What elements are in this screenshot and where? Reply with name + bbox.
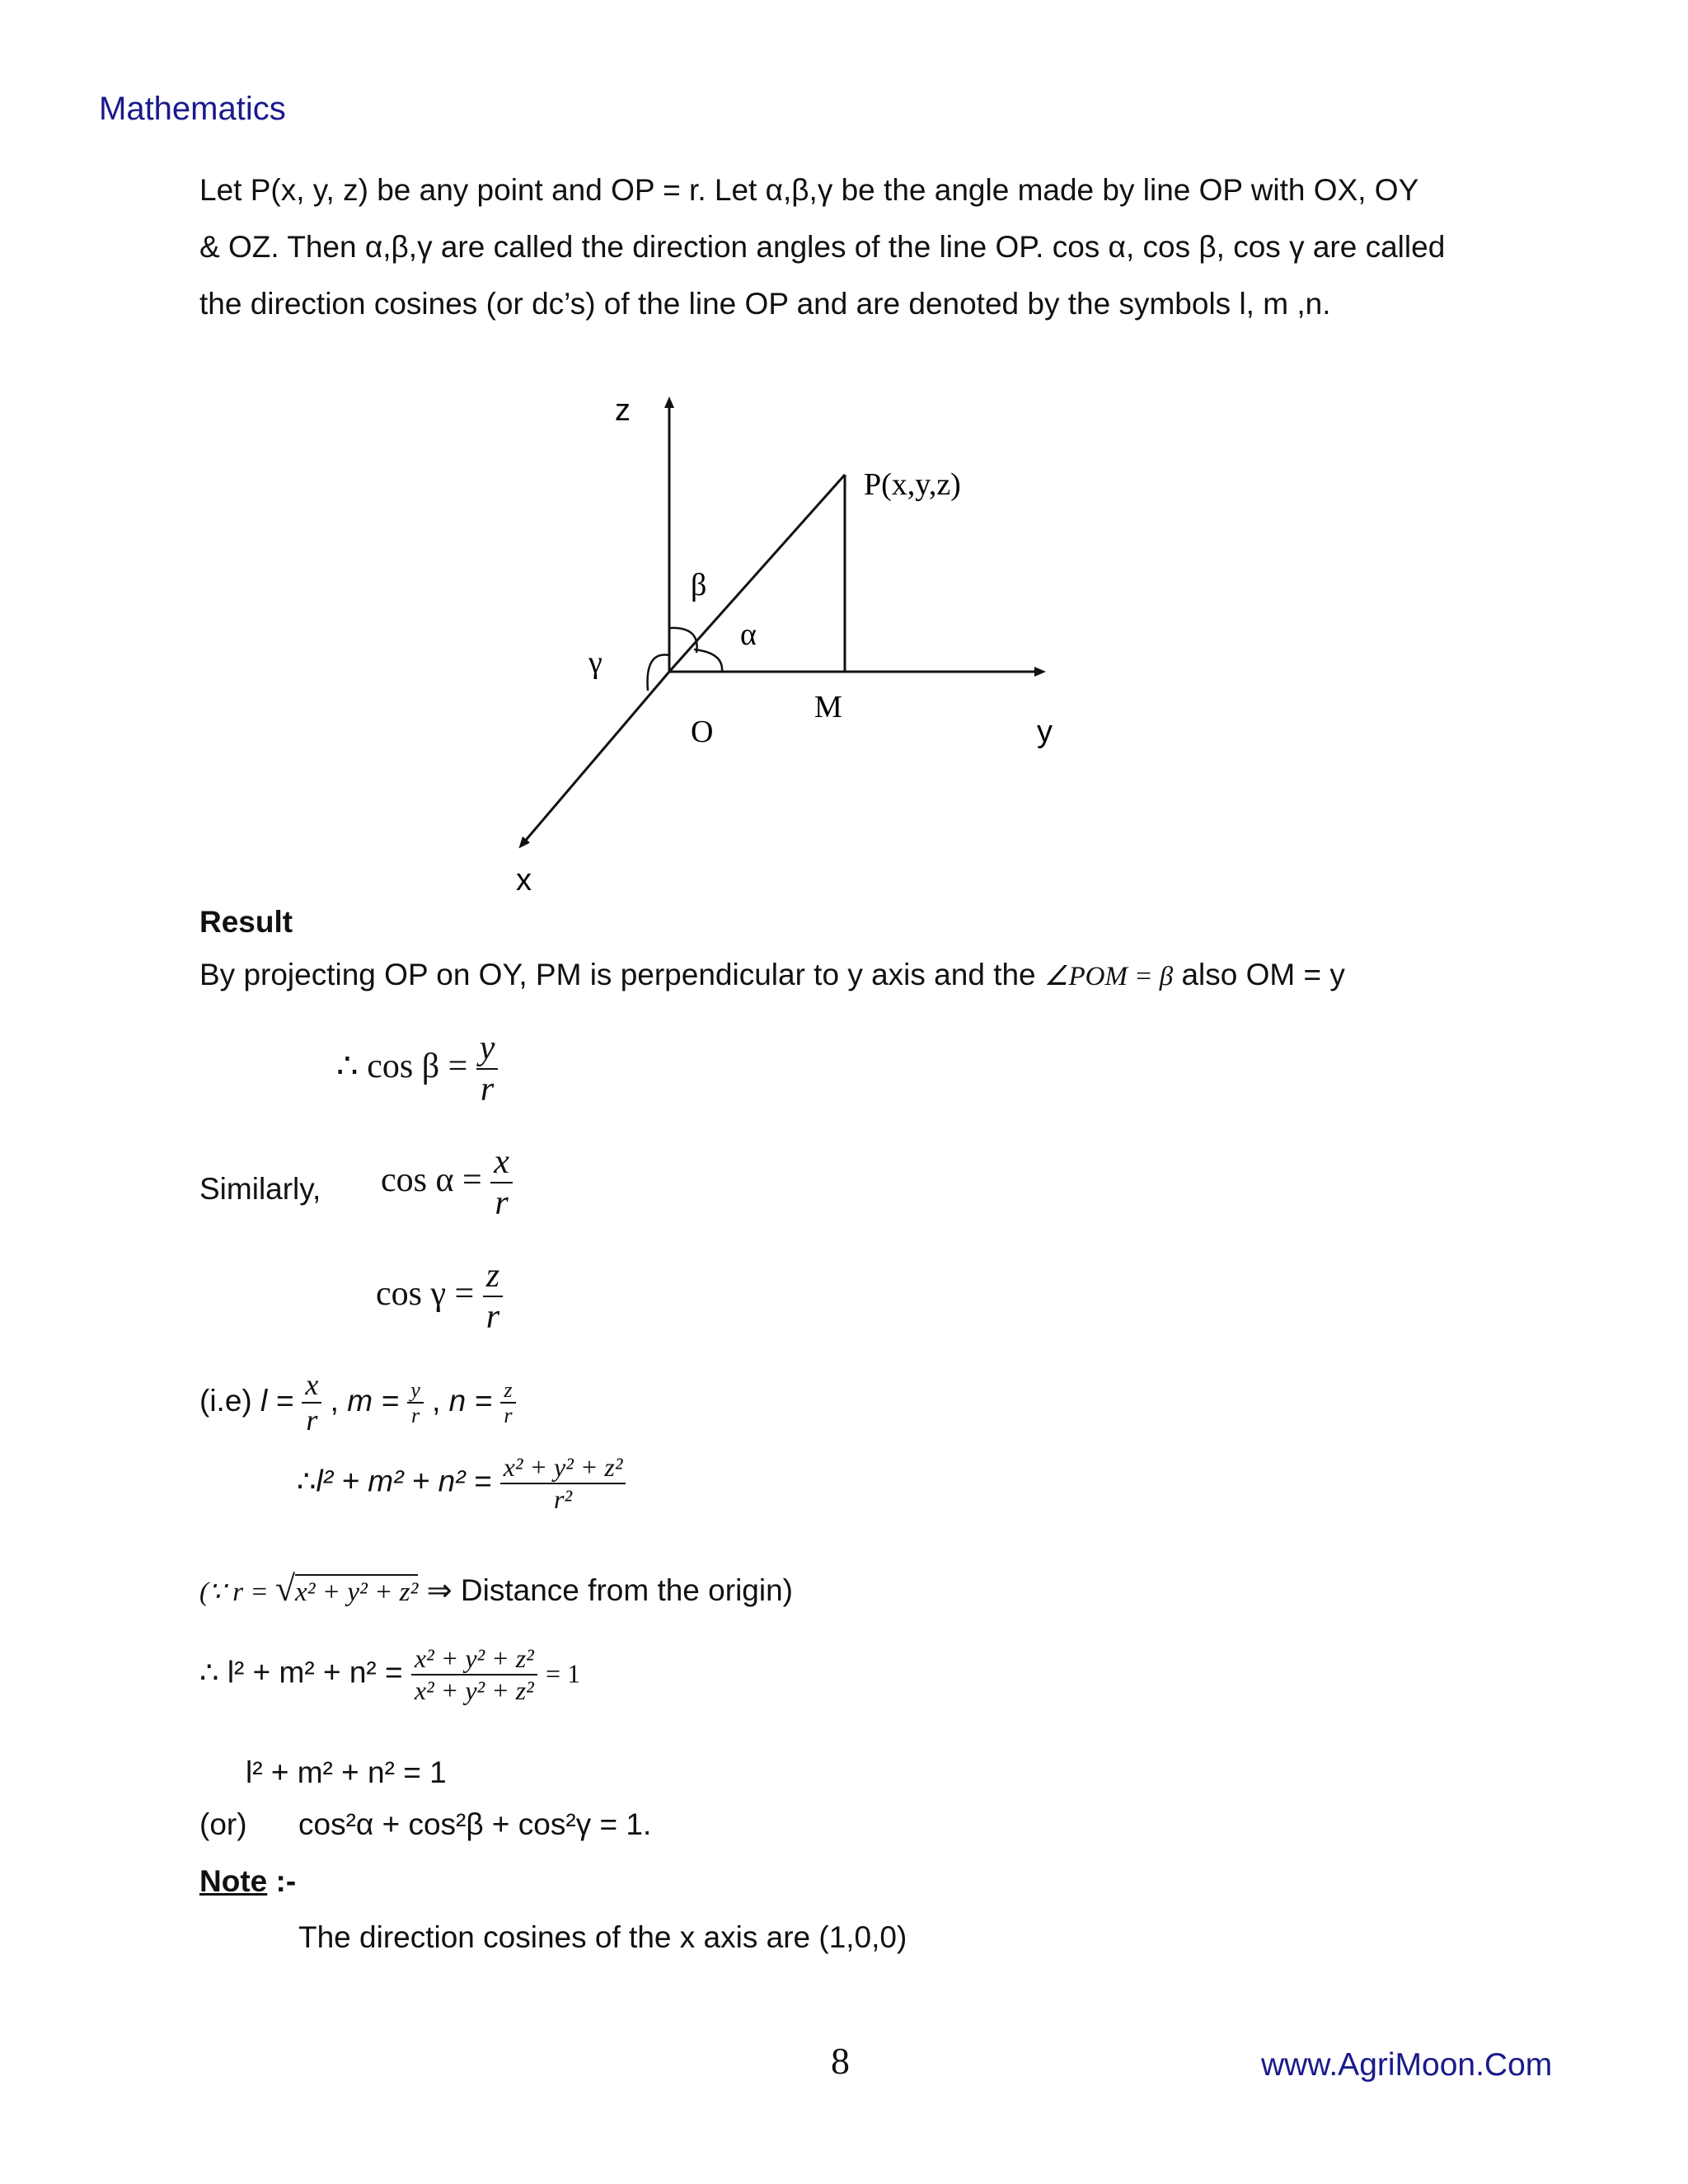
beta-arc [669, 628, 697, 653]
intro-line-1: Let P(x, y, z) be any point and OP = r. Let α,β,γ be the angle made by line OP with OX, OY [199, 173, 1419, 207]
footer-site-link[interactable]: www.AgriMoon.Com [1261, 2047, 1553, 2083]
m-den: r [410, 1404, 420, 1428]
cos-alpha-lhs: cos α = [381, 1160, 482, 1199]
n-den: r [504, 1404, 513, 1428]
sum2-num: x² + y² + z² [411, 1643, 537, 1675]
beta-label: β [691, 568, 707, 602]
cos-alpha-num: x [490, 1142, 513, 1183]
cos-beta-den: r [480, 1071, 495, 1109]
m-label: M [814, 690, 842, 724]
l-den: r [306, 1404, 318, 1437]
or-label: (or) [199, 1807, 247, 1841]
p-label: P(x,y,z) [864, 467, 961, 502]
final-identity-2: cos²α + cos²β + cos²γ = 1. [298, 1807, 652, 1841]
cos-beta-lhs: cos β = [367, 1047, 468, 1085]
sum-lhs: l² + m² + n² = [316, 1464, 492, 1498]
therefore-symbol: ∴ [336, 1047, 359, 1085]
result-heading: Result [199, 905, 293, 939]
result-text [199, 958, 1345, 992]
sqrt-body: x² + y² + z² [295, 1574, 418, 1607]
origin-label: O [691, 715, 714, 749]
l-num: x [302, 1368, 321, 1404]
cos-gamma-den: r [485, 1298, 500, 1337]
alpha-label: α [740, 617, 757, 652]
note-heading: Note [199, 1864, 268, 1898]
sum-den: r² [554, 1483, 573, 1514]
sum2-den: x² + y² + z² [414, 1675, 534, 1705]
n-num: z [500, 1378, 515, 1404]
result-text-a: By projecting OP on OY, PM is perpendicular to y axis and the [199, 958, 1044, 991]
final-identity-1: l² + m² + n² = 1 [246, 1755, 447, 1789]
cos-beta-equation [336, 1029, 498, 1110]
comma-1: , [330, 1384, 339, 1418]
note-suffix: :- [267, 1864, 297, 1898]
ie-label: (i.e) [199, 1384, 252, 1418]
sum-num: x² + y² + z² [500, 1452, 626, 1484]
alpha-arc [694, 649, 722, 672]
note-heading-row [199, 1864, 296, 1899]
m-num: y [407, 1378, 424, 1404]
sum2-therefore: ∴ [199, 1655, 219, 1690]
comma-2: , [432, 1384, 441, 1418]
cos-gamma-num: z [483, 1256, 503, 1297]
because-close: ⇒ Distance from the origin) [418, 1573, 793, 1607]
cos-alpha-den: r [495, 1184, 509, 1223]
y-axis-label: y [1037, 715, 1053, 749]
sum-therefore: ∴ [297, 1464, 316, 1498]
n-eq: n = [448, 1384, 493, 1418]
sum2-rhs: = 1 [546, 1658, 581, 1689]
intro-line-2: & OZ. Then α,β,γ are called the direction angles of the line OP. cos α, cos β, cos γ are called [199, 230, 1446, 264]
sqrt-sign: √ [274, 1568, 296, 1609]
angle-pom-expr: ∠POM = β [1043, 962, 1174, 991]
x-axis-label: x [516, 863, 532, 898]
l-eq: l = [260, 1384, 294, 1418]
cos-beta-num: y [476, 1029, 499, 1070]
z-axis-label: z [615, 393, 631, 428]
similarly-label: Similarly, [199, 1172, 321, 1206]
cos-alpha-equation [381, 1142, 513, 1224]
gamma-label: γ [588, 645, 603, 680]
x-axis [523, 672, 669, 844]
cos-gamma-lhs: cos γ = [376, 1274, 475, 1313]
sum2-equation [199, 1643, 580, 1706]
note-text: The direction cosines of the x axis are (1,0,0) [298, 1920, 907, 1954]
result-text-b: also OM = y [1173, 958, 1345, 991]
distance-note [199, 1568, 793, 1610]
m-eq: m = [347, 1384, 399, 1418]
cos-gamma-equation [376, 1256, 503, 1338]
ie-equation [199, 1368, 516, 1438]
page-header-title: Mathematics [99, 91, 286, 127]
sum2-lhs: l² + m² + n² = [227, 1655, 403, 1690]
because-open: (∵ r = [199, 1577, 275, 1607]
sum-equation [297, 1452, 626, 1515]
page-number: 8 [831, 2040, 850, 2082]
intro-line-3: the direction cosines (or dc’s) of the line OP and are denoted by the symbols l, m ,n. [199, 287, 1331, 321]
